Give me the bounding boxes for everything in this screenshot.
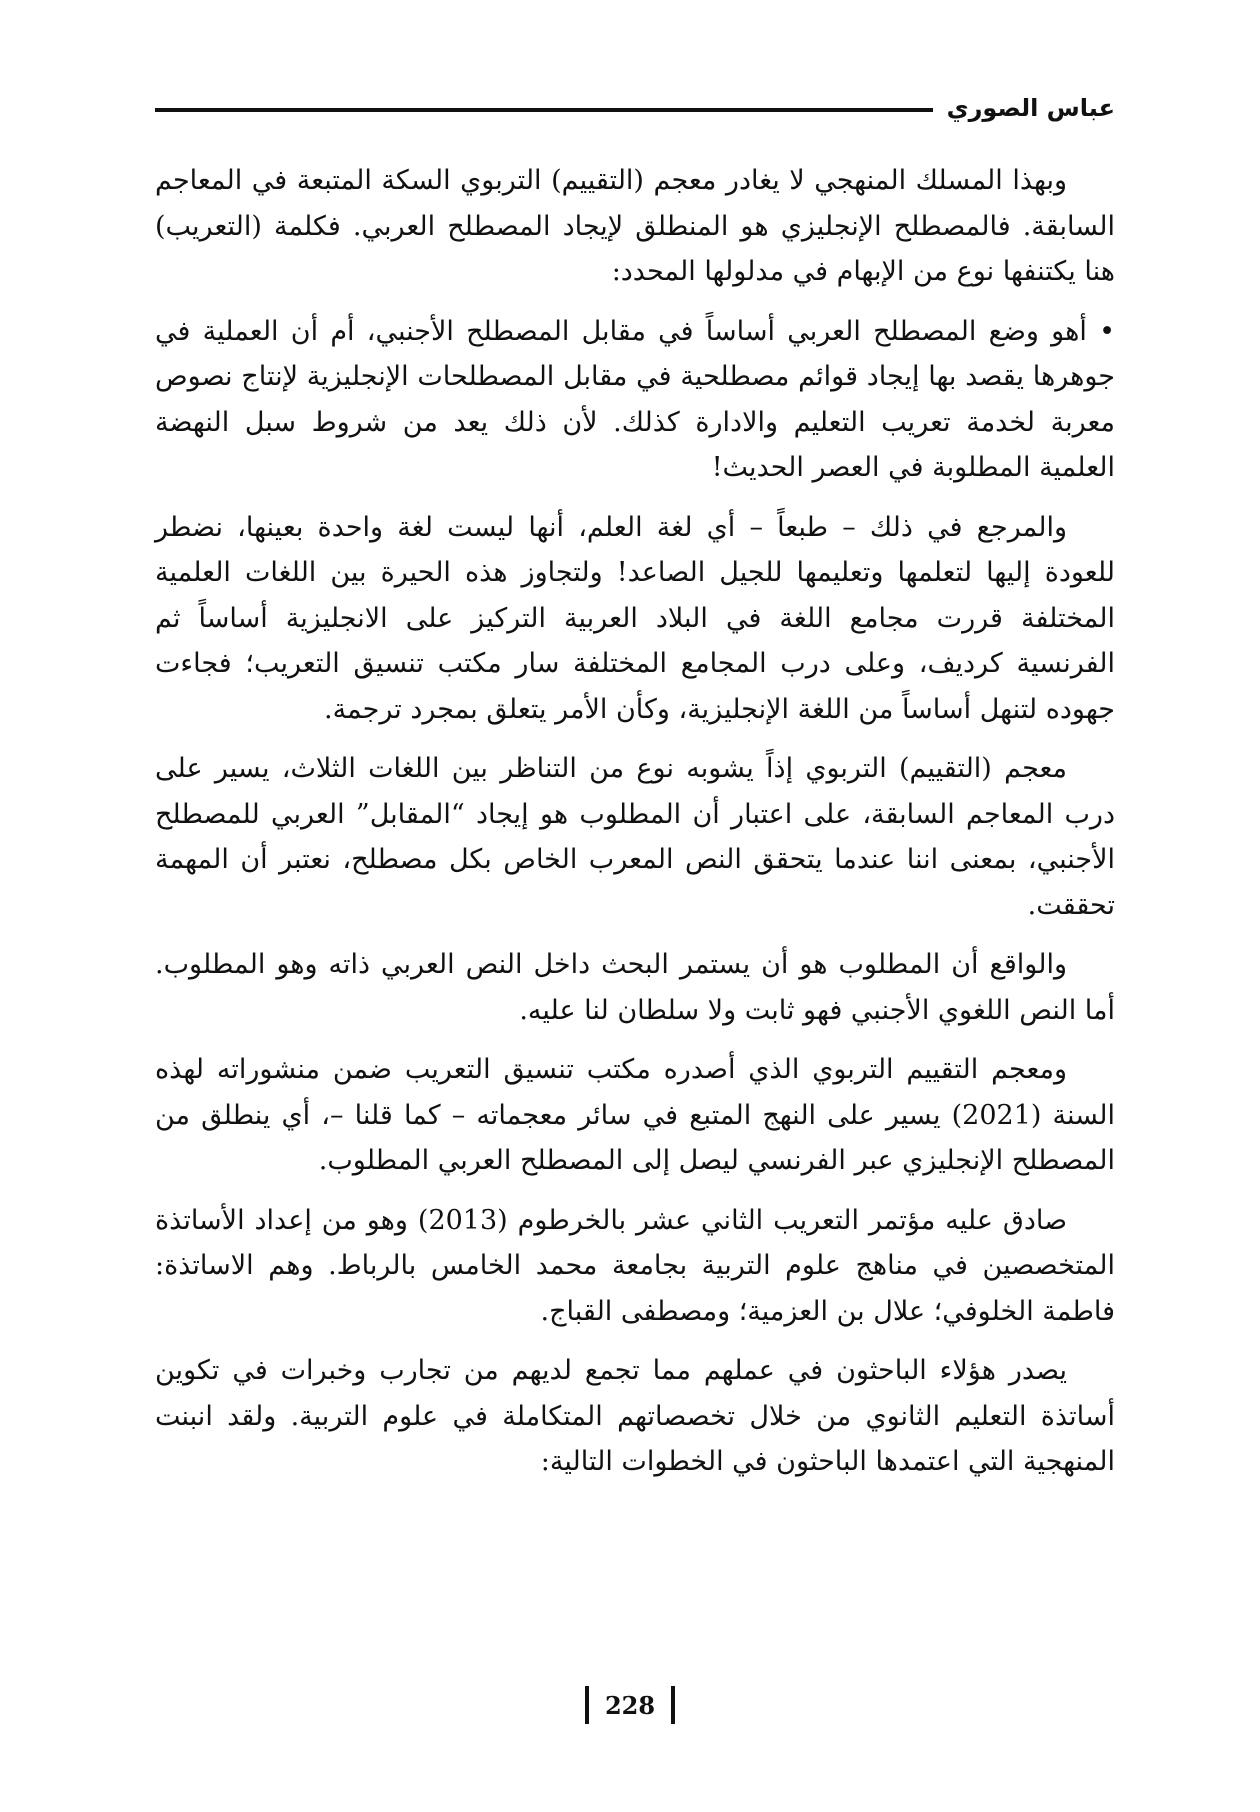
header-rule [155, 108, 933, 112]
page-number: 228 [604, 1690, 656, 1720]
bullet-paragraph: • أهو وضع المصطلح العربي أساساً في مقابل المصطلح الأجنبي، أم أن العملية في جوهرها يقصد بها إيجاد قوائم مصطلحية في مقابل المصطلحات الإنجليزية لإنتاج نصوص معربة لخدمة تعريب التعليم والادارة كذلك. لأن ذلك يعد من شروط سبل النهضة العلمية المطلوبة في العصر الحديث! [155, 315, 1115, 483]
paragraph: يصدر هؤلاء الباحثون في عملهم مما تجمع لديهم من تجارب وخبرات في تكوين أساتذة التعليم الثانوي من خلال تخصصاتهم المتكاملة في علوم التربية. ولقد انبنت المنهجية التي اعتمدها الباحثون في الخطوات التالية: [155, 1355, 1115, 1477]
page-number-right-bar [671, 1686, 675, 1724]
author-name: عباس الصوري [946, 94, 1115, 122]
running-header [155, 88, 1115, 128]
body-text [155, 158, 1115, 1499]
paragraph: والمرجع في ذلك – طبعاً – أي لغة العلم، أنها ليست لغة واحدة بعينها، نضطر للعودة إليها لتعلمها وتعليمها للجيل الصاعد! ولتجاوز هذه الحيرة بين اللغات العلمية المختلفة قررت مجامع اللغة في البلاد العربية التركيز على الانجليزية أساساً ثم الفرنسية كرديف، وعلى درب المجامع المختلفة سار مكتب تنسيق التعريب؛ فجاءت جهوده لتنهل أساساً من اللغة الإنجليزية، وكأن الأمر يتعلق بمجرد ترجمة. [155, 511, 1115, 725]
paragraph: وبهذا المسلك المنهجي لا يغادر معجم (التقييم) التربوي السكة المتبعة في المعاجم السابقة. فالمصطلح الإنجليزي هو المنطلق لإيجاد المصطلح العربي. فكلمة (التعريب) هنا يكتنفها نوع من الإبهام في مدلولها المحدد: [155, 165, 1115, 287]
paragraph: والواقع أن المطلوب هو أن يستمر البحث داخل النص العربي ذاته وهو المطلوب. أما النص اللغوي الأجنبي فهو ثابت ولا سلطان لنا عليه. [155, 949, 1115, 1026]
paragraph: صادق عليه مؤتمر التعريب الثاني عشر بالخرطوم (2013) وهو من إعداد الأساتذة المتخصصين في مناهج علوم التربية بجامعة محمد الخامس بالرباط. وهم الاساتذة: فاطمة الخلوفي؛ علال بن العزمية؛ ومصطفى القباج. [155, 1204, 1115, 1327]
page-number-left-bar [585, 1686, 589, 1724]
paragraph: ومعجم التقييم التربوي الذي أصدره مكتب تنسيق التعريب ضمن منشوراته لهذه السنة (2021) يسير على النهج المتبع في سائر معجماته – كما قلنا –، أي ينطلق من المصطلح الإنجليزي عبر الفرنسي ليصل إلى المصطلح العربي المطلوب. [155, 1054, 1115, 1176]
page-number-block [0, 1682, 1260, 1728]
paragraph: معجم (التقييم) التربوي إذاً يشوبه نوع من التناظر بين اللغات الثلاث، يسير على درب المعاجم السابقة، على اعتبار أن المطلوب هو إيجاد “المقابل” العربي للمصطلح الأجنبي، بمعنى اننا عندما يتحقق النص المعرب الخاص بكل مصطلح، نعتبر أن المهمة تحققت. [155, 753, 1115, 921]
